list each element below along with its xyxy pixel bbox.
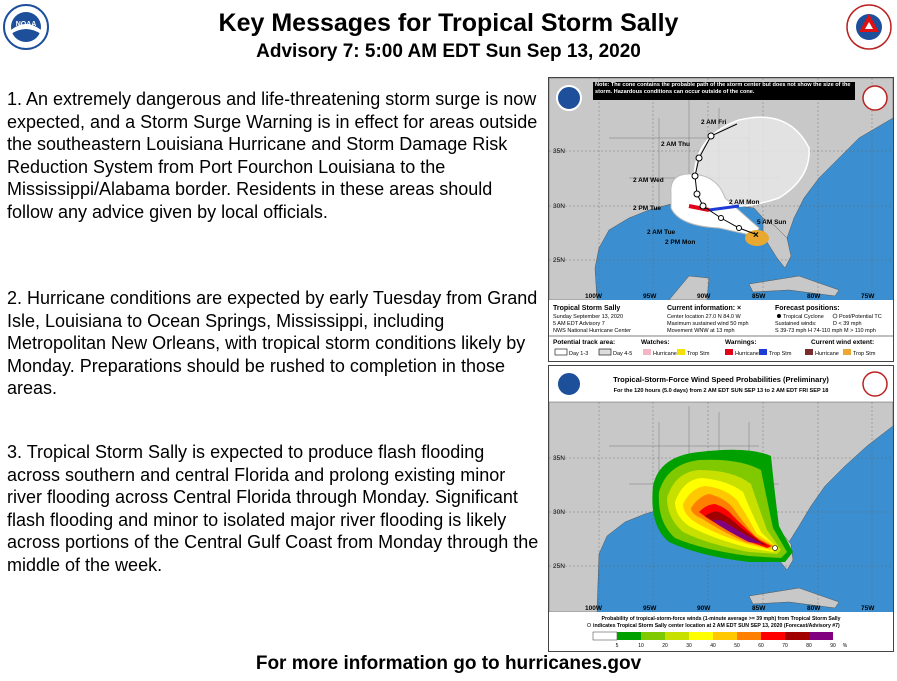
nws-small-logo	[863, 372, 887, 396]
lat-label: 25N	[553, 563, 565, 570]
key-message-3: 3. Tropical Storm Sally is expected to produce flash flooding across southern and central Florida and prolong existing minor river flooding across Central Florida through Monday. Significant flash flooding and minor to isolated major river flooding is likely across portions of the Central Gulf Coast from Monday through the middle of the week.	[7, 442, 539, 575]
legend-warning-hurricane: Hurricane	[735, 351, 759, 357]
legend-warnings: Warnings:	[725, 339, 757, 346]
legend-center-location: Center location 27.0 N 84.0 W	[667, 314, 741, 320]
wind-caption-2: indicates Tropical Storm Sally center location at 2 AM EDT SUN SEP 13, 2020 (Forecast/Advisory #7)	[593, 623, 840, 629]
noaa-small-logo	[557, 86, 581, 110]
noaa-small-logo	[557, 372, 581, 396]
lat-label: 35N	[553, 455, 565, 462]
lon-label: 85W	[752, 605, 766, 612]
key-message-1: 1. An extremely dangerous and life-threatening storm surge is now expected, and a Storm Surge Warning is in effect for areas outside the southeastern Louisiana Hurricane and Storm Damage Risk Reduction System from Port Fourchon Louisiana to the Mississippi/Alabama border. Residents in these areas should follow any advice given by local officials.	[7, 89, 538, 222]
lon-label: 95W	[643, 293, 657, 300]
legend-extent-hurricane: Hurricane	[815, 351, 839, 357]
storm-center-marker	[773, 546, 778, 551]
lat-label: 30N	[553, 203, 565, 210]
wind-map-subtitle: For the 120 hours (5.0 days) from 2 AM EDT SUN SEP 13 to 2 AM EDT FRI SEP 18	[613, 388, 829, 394]
scale-label: %	[842, 643, 848, 649]
time-label: 2 AM Tue	[647, 229, 676, 236]
scale-label: 20	[662, 643, 668, 649]
wind-probability-map	[548, 365, 894, 652]
nws-small-logo	[863, 86, 887, 110]
legend-max-wind: Maximum sustained wind 50 mph	[667, 321, 749, 327]
time-label: 2 PM Mon	[665, 239, 696, 246]
legend-advisory: 5 AM EDT Advisory 7	[553, 321, 605, 327]
legend-fp-winds: Sustained winds:	[775, 321, 817, 327]
page-title: Key Messages for Tropical Storm Sally	[218, 9, 679, 37]
legend-fp-tc: Tropical Cyclone	[783, 314, 824, 320]
legend-wind-extent: Current wind extent:	[811, 339, 875, 346]
legend-watch-hurricane: Hurricane	[653, 351, 677, 357]
lat-label: 30N	[553, 509, 565, 516]
advisory-subtitle: Advisory 7: 5:00 AM EDT Sun Sep 13, 2020	[256, 41, 641, 62]
current-position-x: ×	[753, 230, 759, 241]
cone-map-graphic	[549, 78, 893, 361]
scale-label: 10	[638, 643, 644, 649]
lon-label: 100W	[585, 605, 602, 612]
lon-label: 80W	[807, 293, 821, 300]
lon-label: 85W	[752, 293, 766, 300]
legend-warning-ts: Trop Stm	[769, 351, 792, 357]
legend-forecast-title: Forecast positions:	[775, 305, 840, 312]
probability-scale-bar	[593, 632, 833, 640]
wind-map-graphic	[549, 366, 893, 651]
time-label: 2 PM Tue	[633, 205, 662, 212]
legend-extent-ts: Trop Stm	[853, 351, 876, 357]
lon-label: 95W	[643, 605, 657, 612]
legend-movement: Movement WNW at 13 mph	[667, 328, 735, 334]
forecast-cone-map	[548, 77, 894, 362]
lon-label: 80W	[807, 605, 821, 612]
lon-label: 100W	[585, 293, 602, 300]
legend-fp-s: S 39-73 mph H 74-110 mph M > 110 mph	[775, 328, 876, 334]
scale-label: 70	[782, 643, 788, 649]
legend-center: NWS National Hurricane Center	[553, 328, 631, 334]
scale-label: 5	[615, 643, 619, 649]
legend-watch-ts: Trop Stm	[687, 351, 710, 357]
cone-note: Note: The cone contains the probable path of the storm center but does not show the size of the storm. Hazardous conditions can occur outside of the cone.	[595, 82, 851, 95]
lon-label: 90W	[697, 605, 711, 612]
key-message-2: 2. Hurricane conditions are expected by early Tuesday from Grand Isle, Louisiana to Ocean Springs, Mississippi, including Metropolitan New Orleans, with tropical storm conditions likely by Monday. Preparations should be rushed to completion in those areas.	[7, 288, 538, 399]
legend-watches: Watches:	[641, 339, 670, 346]
legend-date: Sunday September 13, 2020	[553, 314, 624, 320]
lat-label: 25N	[553, 257, 565, 264]
time-label: 5 AM Sun	[757, 219, 787, 226]
scale-label: 30	[686, 643, 692, 649]
time-label: 2 AM Thu	[661, 141, 691, 148]
scale-label: 50	[734, 643, 740, 649]
legend-storm-name: Tropical Storm Sally	[553, 305, 621, 312]
legend-day13: Day 1-3	[569, 351, 589, 357]
scale-label: 60	[758, 643, 764, 649]
legend-day45: Day 4-5	[613, 351, 633, 357]
wind-caption-1: Probability of tropical-storm-force winds (1-minute average >= 39 mph) from Tropical Storm Sally	[601, 616, 841, 622]
time-label: 2 AM Fri	[701, 119, 727, 126]
wind-map-title: Tropical-Storm-Force Wind Speed Probabilities (Preliminary)	[613, 375, 829, 384]
time-label: 2 AM Mon	[729, 199, 760, 206]
legend-track-area: Potential track area:	[553, 339, 616, 346]
scale-label: 90	[830, 643, 836, 649]
lon-label: 90W	[697, 293, 711, 300]
footer-link-text: For more information go to hurricanes.gov	[255, 653, 642, 674]
legend-fp-post: Post/Potential TC	[839, 314, 882, 320]
legend-current-title: Current information: ×	[667, 305, 742, 312]
legend-fp-d: D < 39 mph	[833, 321, 862, 327]
lat-label: 35N	[553, 148, 565, 155]
scale-label: 40	[710, 643, 716, 649]
scale-label: 80	[806, 643, 812, 649]
time-label: 2 AM Wed	[633, 177, 664, 184]
lon-label: 75W	[861, 293, 875, 300]
noaa-logo-text: NOAA	[15, 21, 37, 28]
lon-label: 75W	[861, 605, 875, 612]
